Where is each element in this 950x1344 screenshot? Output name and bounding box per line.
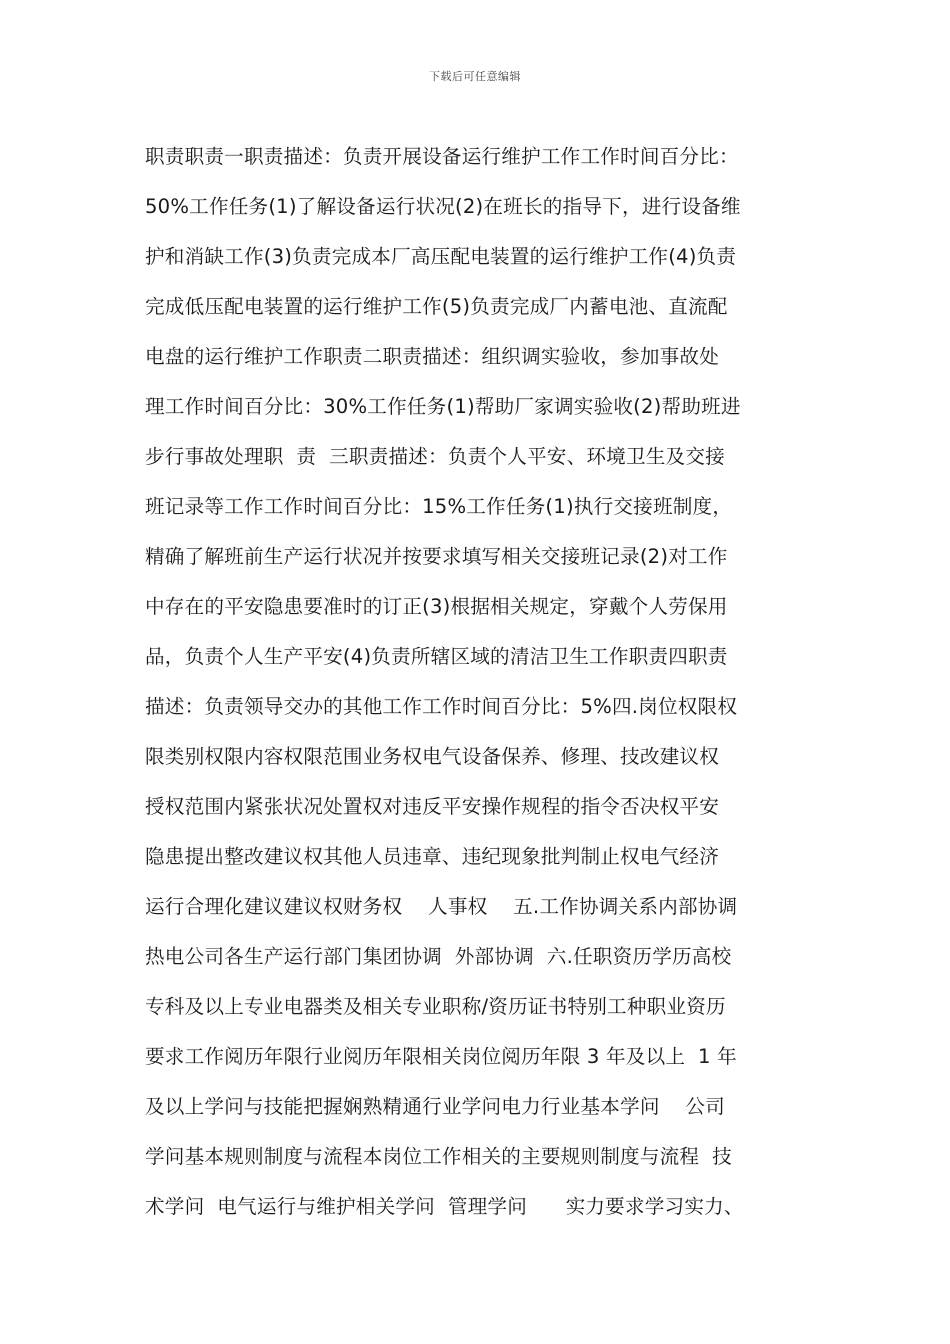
- body-line-5: 电盘的运行维护工作职责二职责描述：组织调实验收，参加事故处: [145, 345, 720, 368]
- page-header: 下载后可任意编辑: [429, 70, 521, 83]
- body-line-6: 理工作时间百分比：30%工作任务(1)帮助厂家调实验收(2)帮助班进: [145, 395, 741, 418]
- body-line-3: 护和消缺工作(3)负责完成本厂高压配电装置的运行维护工作(4)负责: [145, 245, 737, 268]
- body-line-7: 步行事故处理职 责 三职责描述：负责个人平安、环境卫生及交接: [145, 445, 725, 468]
- body-line-14: 授权范围内紧张状况处置权对违反平安操作规程的指令否决权平安: [145, 795, 720, 818]
- document-body: [145, 132, 815, 1232]
- body-line-19: 要求工作阅历年限行业阅历年限相关岗位阅历年限 3 年及以上 1 年: [145, 1045, 737, 1068]
- body-line-17: 热电公司各生产运行部门集团协调 外部协调 六.任职资历学历高校: [145, 945, 732, 968]
- body-line-11: 品，负责个人生产平安(4)负责所辖区域的清洁卫生工作职责四职责: [145, 645, 728, 668]
- body-line-1: 职责职责一职责描述：负责开展设备运行维护工作工作时间百分比：: [145, 145, 739, 168]
- body-line-22: 术学问 电气运行与维护相关学问 管理学问 实力要求学习实力、: [145, 1195, 744, 1218]
- body-line-4: 完成低压配电装置的运行维护工作(5)负责完成厂内蓄电池、直流配: [145, 295, 728, 318]
- body-line-16: 运行合理化建议建议权财务权 人事权 五.工作协调关系内部协调: [145, 895, 738, 918]
- body-line-21: 学问基本规则制度与流程本岗位工作相关的主要规则制度与流程 技: [145, 1145, 732, 1168]
- body-line-15: 隐患提出整改建议权其他人员违章、违纪现象批判制止权电气经济: [145, 845, 720, 868]
- body-line-8: 班记录等工作工作时间百分比：15%工作任务(1)执行交接班制度，: [145, 495, 733, 518]
- body-line-9: 精确了解班前生产运行状况并按要求填写相关交接班记录(2)对工作: [145, 545, 728, 568]
- body-line-18: 专科及以上专业电器类及相关专业职称/资历证书特别工种职业资历: [145, 995, 726, 1018]
- body-line-20: 及以上学问与技能把握娴熟精通行业学问电力行业基本学问 公司: [145, 1095, 725, 1118]
- body-line-2: 50%工作任务(1)了解设备运行状况(2)在班长的指导下，进行设备维: [145, 195, 741, 218]
- body-line-12: 描述：负责领导交办的其他工作工作时间百分比：5%四.岗位权限权: [145, 695, 738, 718]
- body-line-13: 限类别权限内容权限范围业务权电气设备保养、修理、技改建议权: [145, 745, 720, 768]
- body-line-10: 中存在的平安隐患要准时的订正(3)根据相关规定，穿戴个人劳保用: [145, 595, 728, 618]
